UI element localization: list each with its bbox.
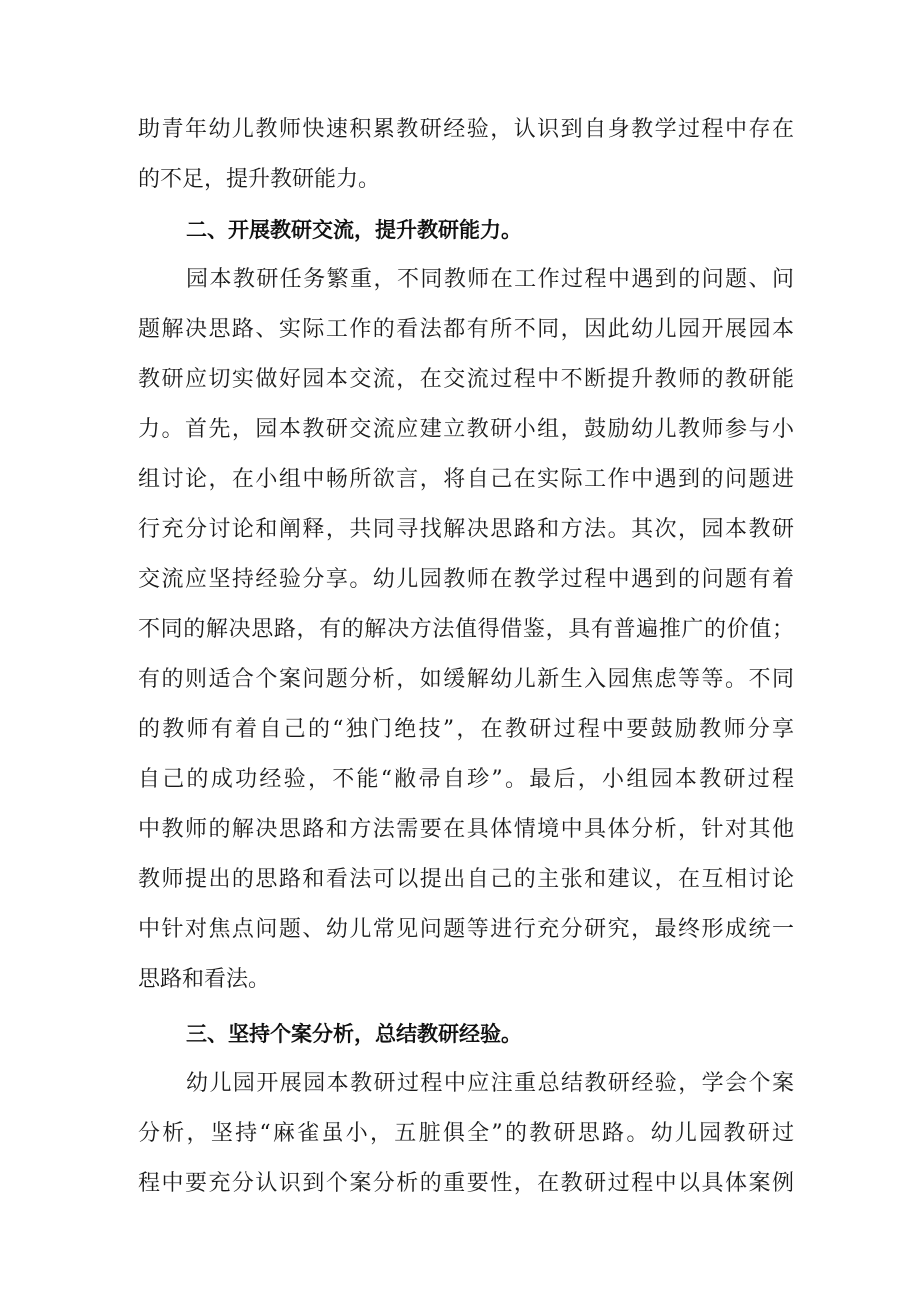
paragraph-2-line-3: 教研应切实做好园本交流，在交流过程中不断提升教师的教研能 (138, 367, 794, 392)
section-heading-3: 三、坚持个案分析，总结教研经验。 (186, 1022, 522, 1046)
paragraph-2-line-6: 行充分讨论和阐释，共同寻找解决思路和方法。其次，园本教研 (138, 517, 794, 542)
paragraph-2-line-4: 力。首先，园本教研交流应建立教研小组，鼓励幼儿教师参与小 (138, 417, 794, 442)
paragraph-2-line-5: 组讨论，在小组中畅所欲言，将自己在实际工作中遇到的问题进 (138, 467, 794, 492)
paragraph-2-line-7: 交流应坚持经验分享。幼儿园教师在教学过程中遇到的问题有着 (138, 567, 794, 592)
paragraph-2-line-11: 自己的成功经验，不能“敝帚自珍”。最后，小组园本教研过程 (138, 767, 794, 792)
paragraph-2-line-8: 不同的解决思路，有的解决方法值得借鉴，具有普遍推广的价值； (138, 617, 794, 642)
paragraph-1-line-1: 助青年幼儿教师快速积累教研经验，认识到自身教学过程中存在 (138, 117, 794, 142)
section-heading-2: 二、开展教研交流，提升教研能力。 (186, 218, 522, 242)
paragraph-2-line-13: 教师提出的思路和看法可以提出自己的主张和建议，在互相讨论 (138, 867, 794, 892)
paragraph-2-line-12: 中教师的解决思路和方法需要在具体情境中具体分析，针对其他 (138, 817, 794, 842)
paragraph-2-line-15: 思路和看法。 (138, 967, 271, 992)
paragraph-3-line-2: 分析，坚持“麻雀虽小，五脏俱全”的教研思路。幼儿园教研过 (138, 1121, 794, 1146)
paragraph-2-line-10: 的教师有着自己的“独门绝技”，在教研过程中要鼓励教师分享 (138, 717, 794, 742)
paragraph-2-line-9: 有的则适合个案问题分析，如缓解幼儿新生入园焦虑等等。不同 (138, 667, 794, 692)
paragraph-2-line-1: 园本教研任务繁重，不同教师在工作过程中遇到的问题、问 (186, 267, 794, 292)
paragraph-2-line-2: 题解决思路、实际工作的看法都有所不同，因此幼儿园开展园本 (138, 317, 794, 342)
paragraph-1-line-2: 的不足，提升教研能力。 (138, 167, 381, 192)
paragraph-3-line-3: 程中要充分认识到个案分析的重要性，在教研过程中以具体案例 (138, 1171, 794, 1196)
paragraph-3-line-1: 幼儿园开展园本教研过程中应注重总结教研经验，学会个案 (186, 1071, 794, 1096)
paragraph-2-line-14: 中针对焦点问题、幼儿常见问题等进行充分研究，最终形成统一 (138, 917, 794, 942)
